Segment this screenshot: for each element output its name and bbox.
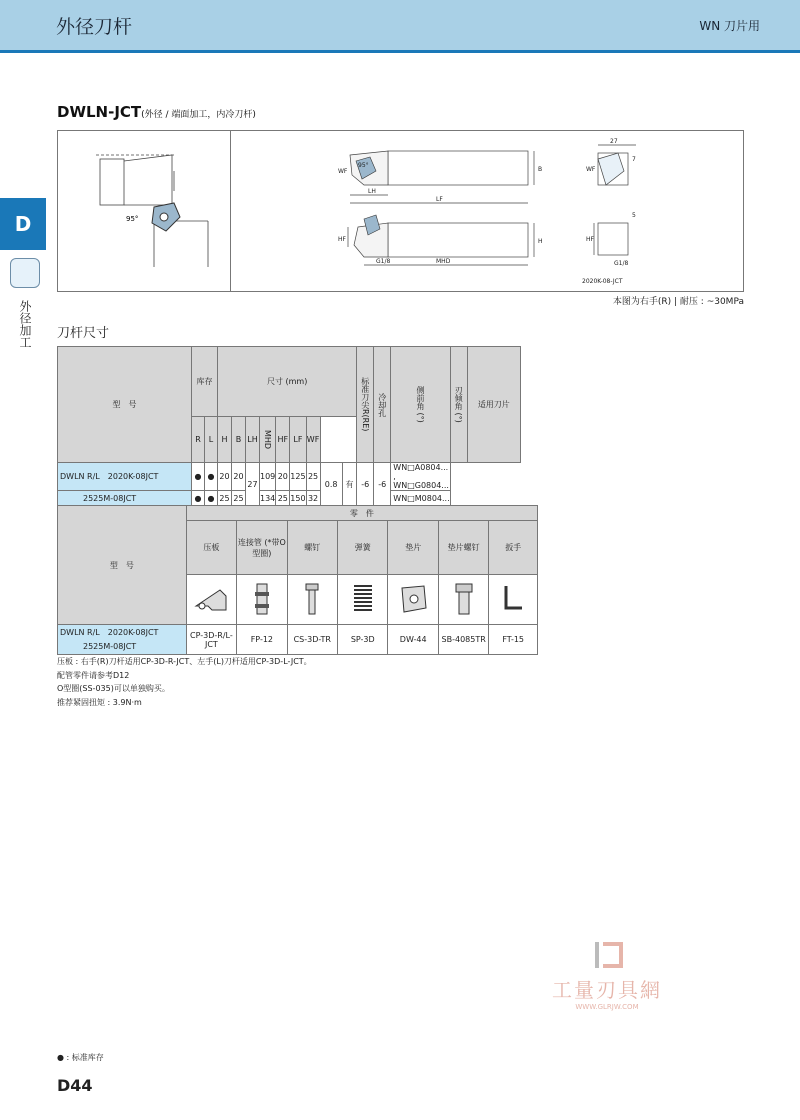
product-name: DWLN-JCT [57,103,142,121]
dim-5: 5 [632,212,636,219]
end-dim-hf: HF [586,236,594,243]
dim-b: B [538,166,543,173]
part-name: 压板 [186,521,236,575]
svg-text:95°: 95° [126,215,139,223]
table-row [58,463,521,491]
part-image [438,575,488,625]
re-header: 标准刀尖R(RE) [360,377,370,432]
dim-mhd-cell: 134 [260,491,276,506]
table-row [58,625,538,640]
part-image [489,575,538,625]
dim-lf-cell: 150 [290,491,306,506]
side-angle-cell: -6 [357,463,374,506]
dim-angle: 95° [358,162,369,169]
col-mhd: MHD [263,429,273,450]
model-cell: DWLN R/L 2020K-08JCT [60,627,159,637]
page-number: D44 [57,1076,93,1095]
parts-header: 零 件 [186,506,537,521]
watermark-logo-icon [587,940,627,970]
shim-icon [392,580,434,618]
col-wf: WF [306,417,320,463]
part-code: CS-3D-TR [287,625,337,655]
stock-legend: ● : 标准库存 [57,1053,104,1062]
col-lf: LF [290,417,306,463]
parts-table [57,505,538,655]
page-title: 外径刀杆 [56,16,133,38]
model-header: 型 号 [58,347,192,463]
model-cell: 2525M-08JCT [83,641,137,651]
chapter-tab[interactable]: D [0,198,46,250]
dim-hf-cell: 20 [276,463,290,491]
model-cell: 2525M-08JCT [58,491,192,506]
product-title [57,103,256,121]
dim-lh: LH [368,188,376,195]
dim-lf: LF [436,196,443,203]
figure-divider [230,130,231,291]
stock-r: ● [192,463,205,491]
dim-h-cell: 25 [218,491,232,506]
end-dim-wf: WF [586,166,596,173]
dim-b-cell: 20 [232,463,246,491]
incl-header: 刃倾角 (°) [454,386,464,423]
dim-b-cell: 25 [232,491,246,506]
dim-wf-cell: 32 [306,491,320,506]
shim-screw-icon [443,580,485,618]
figure-note: 本图为右手(R) | 耐压 : ~30MPa [612,297,744,307]
dim-h-cell: 20 [218,463,232,491]
cool-header: 冷却孔 [377,392,387,417]
insert-cell: WN□A0804... , WN□G0804... [391,463,450,491]
dimension-table [57,346,521,506]
insert-header: 适用刀片 [467,347,520,463]
parts-model-header: 型 号 [58,506,187,625]
chapter-label: 外径加工 [18,300,32,348]
dims-header: 尺寸 (mm) [218,347,357,417]
dim-mhd: MHD [436,258,451,265]
drawing-code: 2020K-08-JCT [582,278,623,285]
dim-wf-cell: 25 [306,463,320,491]
toolholder-drawing [58,131,743,291]
watermark-url: WWW.GLRJW.COM [575,1003,639,1011]
part-name: 螺钉 [287,521,337,575]
note-item: 配管零件请参考D12 [57,670,130,680]
col-b: B [232,417,246,463]
part-code: CP-3D-R/L-JCT [186,625,236,655]
stock-l: ● [205,491,218,506]
part-name: 垫片 [388,521,438,575]
part-image [388,575,438,625]
wrench-icon [492,580,534,618]
re-cell: 0.8 [320,463,342,506]
insert-icon [10,258,40,288]
part-code: DW-44 [388,625,438,655]
notes [57,655,312,709]
note-item: 推荐紧固扭矩 : 3.9N·m [57,697,142,707]
clamp-icon [190,580,232,618]
dim-27: 27 [610,138,618,145]
part-code: FT-15 [489,625,538,655]
part-code: SP-3D [338,625,388,655]
table-row [58,491,521,506]
cool-cell: 有 [342,463,357,506]
stock-header: 库存 [192,347,218,417]
col-l: L [205,417,218,463]
part-name: 扳手 [489,521,538,575]
part-name: 弹簧 [338,521,388,575]
incl-cell: -6 [374,463,391,506]
dim-lf-cell: 125 [290,463,306,491]
part-image [338,575,388,625]
insert-cell: WN□M0804... [391,491,450,506]
screw-icon [291,580,333,618]
stock-r: ● [192,491,205,506]
col-hf: HF [276,417,290,463]
part-name: 垫片螺钉 [438,521,488,575]
stock-l: ● [205,463,218,491]
pipe-icon [241,580,283,618]
end-dim-g: G1/8 [614,260,629,267]
col-lh: LH [246,417,260,463]
dim-h: H [538,238,543,245]
watermark [537,940,677,1011]
note-item: 压板 : 右手(R)刀杆适用CP-3D-R-JCT、左手(L)刀杆适用CP-3D-L-JCT。 [57,657,312,666]
note-item: O型圈(SS-035)可以单独购买。 [57,684,170,693]
col-h: H [218,417,232,463]
dim-wf: WF [338,168,348,175]
part-code: FP-12 [237,625,287,655]
dim-mhd-cell: 109 [260,463,276,491]
spring-icon [342,580,384,618]
part-name: 连接管 (*带O型圈) [237,521,287,575]
dim-hf-cell: 25 [276,491,290,506]
watermark-text: 工量刃具網 [552,978,662,1002]
dim-g: G1/8 [376,258,391,265]
dim-7: 7 [632,156,636,163]
header-subtitle: WN 刀片用 [699,19,760,33]
section-title: 刀杆尺寸 [57,326,110,341]
side-angle-header: 侧前角 (°) [415,386,425,423]
header-rule [0,50,800,53]
dim-lh-cell: 27 [246,463,260,506]
part-image [186,575,236,625]
col-r: R [192,417,205,463]
dim-hf: HF [338,236,346,243]
part-image [287,575,337,625]
product-desc: (外径 / 端面加工，内冷刀杆) [141,110,256,120]
part-code: SB-4085TR [438,625,488,655]
model-cell: DWLN R/L 2020K-08JCT [58,463,192,491]
figure-box [57,130,744,292]
part-image [237,575,287,625]
